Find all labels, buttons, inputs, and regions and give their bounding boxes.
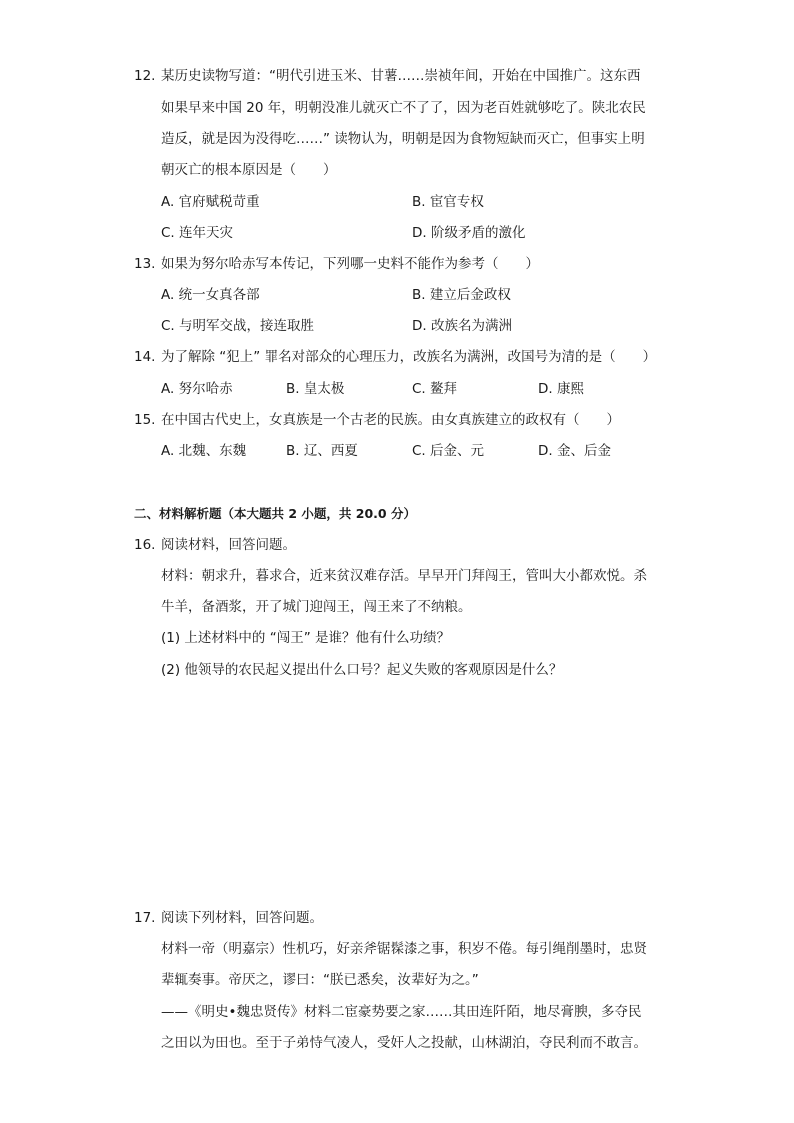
question-13-number: 13. [134, 256, 156, 272]
question-13-option-d: D. 改族名为满洲 [412, 318, 512, 334]
question-17-material-line-3: ——《明史•魏忠贤传》材料二宦豪势要之家……其田连阡陌，地尽膏腴，多夺民 [161, 1004, 642, 1020]
question-14-option-d: D. 康熙 [538, 381, 584, 397]
question-14-option-b: B. 皇太极 [286, 381, 345, 397]
question-15-option-a: A. 北魏、东魏 [161, 443, 247, 459]
question-12-line-3: 造反，就是因为没得吃……” 读物认为，明朝是因为食物短缺而灭亡，但事实上明 [161, 131, 645, 147]
question-12-number: 12. [134, 68, 156, 84]
question-12-option-b: B. 宦官专权 [412, 194, 484, 210]
question-14-option-c: C. 鳌拜 [412, 381, 458, 397]
question-15-option-c: C. 后金、元 [412, 443, 485, 459]
question-12-option-c: C. 连年天灾 [161, 225, 234, 241]
question-17-material-line-4: 之田以为田也。至于子弟恃气凌人，受奸人之投献，山林湖泊，夺民利而不敢言。 [161, 1035, 647, 1051]
question-17-material-line-1: 材料一帝（明嘉宗）性机巧，好亲斧锯髹漆之事，积岁不倦。每引绳削墨时，忠贤 [161, 941, 647, 957]
question-13-option-c: C. 与明军交战，接连取胜 [161, 318, 315, 334]
question-16-stem: 阅读材料，回答问题。 [161, 537, 296, 553]
question-15-number: 15. [134, 412, 156, 428]
question-17-number: 17. [134, 910, 156, 926]
question-16-subquestion-1: (1) 上述材料中的 “闯王” 是谁？他有什么功绩？ [161, 630, 450, 646]
question-16-material-line-1: 材料：朝求升，暮求合，近来贫汉难存活。早早开门拜闯王，管叫大小都欢悦。杀 [161, 568, 647, 584]
question-12-option-a: A. 官府赋税苛重 [161, 194, 260, 210]
question-17-material-line-2: 辈辄奏事。帝厌之，谬曰：“朕已悉矣，汝辈好为之。” [161, 972, 479, 988]
question-15-stem: 在中国古代史上，女真族是一个古老的民族。由女真族建立的政权有（ ） [161, 412, 620, 428]
question-12-line-4: 朝灭亡的根本原因是（ ） [161, 162, 337, 178]
question-14-stem: 为了解除 “犯上” 罪名对部众的心理压力，改族名为满洲，改国号为清的是（ ） [161, 349, 657, 365]
question-12-line-1: 某历史读物写道：“明代引进玉米、甘薯……崇祯年间，开始在中国推广。这东西 [161, 68, 641, 84]
question-16-number: 16. [134, 537, 156, 553]
question-15-option-d: D. 金、后金 [538, 443, 611, 459]
question-12-line-2: 如果早来中国 20 年，明朝没准儿就灭亡不了了，因为老百姓就够吃了。陕北农民 [161, 100, 646, 116]
question-17-stem: 阅读下列材料，回答问题。 [161, 910, 323, 926]
section-2-title: 二、材料解析题（本大题共 2 小题，共 20.0 分） [134, 506, 416, 521]
question-16-material-line-2: 牛羊，备酒浆，开了城门迎闯王，闯王来了不纳粮。 [161, 599, 472, 615]
question-13-option-a: A. 统一女真各部 [161, 287, 260, 303]
question-16-subquestion-2: (2) 他领导的农民起义提出什么口号？起义失败的客观原因是什么？ [161, 662, 563, 678]
question-14-option-a: A. 努尔哈赤 [161, 381, 233, 397]
question-14-number: 14. [134, 349, 156, 365]
question-12-option-d: D. 阶级矛盾的激化 [412, 225, 526, 241]
question-13-option-b: B. 建立后金政权 [412, 287, 511, 303]
question-13-stem: 如果为努尔哈赤写本传记，下列哪一史料不能作为参考（ ） [161, 256, 539, 272]
question-15-option-b: B. 辽、西夏 [286, 443, 358, 459]
